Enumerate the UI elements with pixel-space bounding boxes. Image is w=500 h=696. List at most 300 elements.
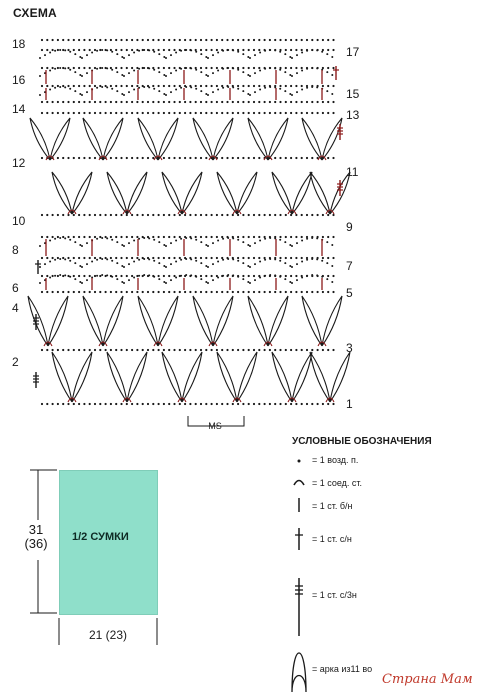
arch-dot <box>190 274 192 276</box>
arch-dot <box>86 263 88 265</box>
chain-dot <box>269 403 271 405</box>
chain-dot <box>99 85 101 87</box>
chain-dot <box>67 101 69 103</box>
chain-dot <box>295 257 297 259</box>
chain-dot <box>126 85 128 87</box>
arch-dot <box>180 68 182 70</box>
chain-dot <box>248 214 250 216</box>
chain-dot <box>232 112 234 114</box>
arch-dot <box>185 237 187 239</box>
chain-dot <box>52 67 54 69</box>
arch-dot <box>148 86 150 88</box>
chain-dot <box>327 349 329 351</box>
chain-dot <box>274 101 276 103</box>
arch-dot <box>111 239 113 241</box>
chain-dot <box>152 236 154 238</box>
chain-dot <box>285 49 287 51</box>
row-number-left: 14 <box>12 102 26 116</box>
arch-dot <box>291 282 293 284</box>
arch-dot <box>205 56 207 58</box>
arch-dot <box>227 67 229 69</box>
row-number-left: 12 <box>12 156 26 170</box>
arch-dot <box>237 239 239 241</box>
chain-dot <box>158 275 160 277</box>
chain-dot <box>290 101 292 103</box>
chain-dot <box>242 275 244 277</box>
chain-dot <box>152 39 154 41</box>
chain-dot <box>189 101 191 103</box>
chain-dot <box>120 291 122 293</box>
chain-dot <box>99 275 101 277</box>
chain-dot <box>242 291 244 293</box>
chain-dot <box>237 67 239 69</box>
chain-dot <box>306 349 308 351</box>
chain-dot <box>62 157 64 159</box>
chain-dot <box>253 275 255 277</box>
arch-dot <box>138 275 140 277</box>
chain-dot <box>142 112 144 114</box>
arch-dot <box>79 281 81 283</box>
chain-dot <box>253 49 255 51</box>
arch-dot <box>64 86 66 88</box>
chain-dot <box>67 403 69 405</box>
chain-dot <box>195 236 197 238</box>
arch-dot <box>190 67 192 69</box>
arch-dot <box>143 237 145 239</box>
chain-dot <box>242 39 244 41</box>
petal-loop <box>83 296 103 346</box>
chain-dot <box>99 101 101 103</box>
chain-dot <box>200 236 202 238</box>
chain-dot <box>301 49 303 51</box>
arch-dot <box>180 259 182 261</box>
chain-dot <box>110 257 112 259</box>
arch-dot <box>279 69 281 71</box>
arch-dot <box>247 281 249 283</box>
chain-dot <box>211 236 213 238</box>
arch-dot <box>222 238 224 240</box>
chain-dot <box>285 67 287 69</box>
chain-dot <box>115 257 117 259</box>
chain-dot <box>41 291 43 293</box>
petal-loop <box>310 172 330 214</box>
chain-dot <box>83 101 85 103</box>
chain-dot <box>158 67 160 69</box>
chain-dot <box>110 85 112 87</box>
arch-dot <box>163 56 165 58</box>
chain-dot <box>322 291 324 293</box>
arch-dot <box>86 242 88 244</box>
chain-dot <box>253 112 255 114</box>
chain-dot <box>46 49 48 51</box>
chain-dot <box>253 257 255 259</box>
chain-dot <box>184 112 186 114</box>
chain-dot <box>290 349 292 351</box>
arch-dot <box>207 245 209 247</box>
chain-dot <box>306 101 308 103</box>
chain-dot <box>242 403 244 405</box>
chain-dot <box>126 101 128 103</box>
chain-dot <box>301 67 303 69</box>
chain-dot <box>94 39 96 41</box>
arch-dot <box>190 258 192 260</box>
chain-dot <box>136 214 138 216</box>
arch-dot <box>289 74 291 76</box>
chain-dot <box>226 39 228 41</box>
arch-dot <box>195 276 197 278</box>
chain-dot <box>57 214 59 216</box>
chain-dot <box>179 349 181 351</box>
chain-dot <box>216 291 218 293</box>
chain-dot <box>301 85 303 87</box>
chain-dot <box>78 257 80 259</box>
chain-dot <box>46 67 48 69</box>
chain-dot <box>142 157 144 159</box>
arch-dot <box>212 72 214 74</box>
arch-dot <box>86 54 88 56</box>
arch-dot <box>116 278 118 280</box>
chain-dot <box>285 349 287 351</box>
chain-dot <box>285 157 287 159</box>
arch-dot <box>153 69 155 71</box>
chain-dot <box>279 157 281 159</box>
chain-dot <box>168 112 170 114</box>
arch-dot <box>200 90 202 92</box>
chain-dot <box>52 257 54 259</box>
arch-dot <box>59 86 61 88</box>
arch-dot <box>158 90 160 92</box>
arch-dot <box>237 69 239 71</box>
arch-dot <box>116 53 118 55</box>
chain-dot <box>120 157 122 159</box>
chain-dot <box>179 85 181 87</box>
chain-dot <box>295 275 297 277</box>
chain-dot <box>67 157 69 159</box>
chain-dot <box>46 403 48 405</box>
arch-dot <box>49 52 51 54</box>
arch-dot <box>81 94 83 96</box>
chain-dot <box>274 291 276 293</box>
chain-dot <box>248 157 250 159</box>
chain-dot <box>242 101 244 103</box>
chain-dot <box>232 349 234 351</box>
chain-dot <box>274 157 276 159</box>
chain-dot <box>120 275 122 277</box>
chain-dot <box>168 257 170 259</box>
petal-loop <box>50 118 70 160</box>
chain-dot <box>73 67 75 69</box>
arch-dot <box>205 244 207 246</box>
chain-dot <box>200 275 202 277</box>
chain-dot <box>152 403 154 405</box>
arch-dot <box>205 74 207 76</box>
chain-dot <box>131 112 133 114</box>
arch-dot <box>296 279 298 281</box>
chain-dot <box>94 291 96 293</box>
chain-dot <box>173 257 175 259</box>
chain-dot <box>46 214 48 216</box>
chain-dot <box>332 85 334 87</box>
arch-dot <box>316 49 318 51</box>
petal-loop <box>162 172 182 214</box>
chain-dot <box>147 291 149 293</box>
arch-dot <box>39 282 41 284</box>
arch-dot <box>54 68 56 70</box>
chain-dot <box>62 101 64 103</box>
arch-dot <box>331 56 333 58</box>
chain-dot <box>221 257 223 259</box>
arch-dot <box>217 89 219 91</box>
chain-dot <box>126 275 128 277</box>
arch-dot <box>163 74 165 76</box>
petal-loop <box>217 172 237 214</box>
arch-dot <box>148 237 150 239</box>
chain-dot <box>327 157 329 159</box>
chain-dot <box>52 112 54 114</box>
arch-dot <box>207 94 209 96</box>
chain-dot <box>110 214 112 216</box>
arch-dot <box>59 49 61 51</box>
chain-dot <box>285 257 287 259</box>
chain-dot <box>136 403 138 405</box>
chain-dot <box>115 112 117 114</box>
chain-dot <box>136 112 138 114</box>
arch-dot <box>242 241 244 243</box>
petal-loop <box>182 352 202 402</box>
chain-dot <box>205 349 207 351</box>
arch-dot <box>81 75 83 77</box>
chain-dot <box>279 349 281 351</box>
chain-dot <box>83 214 85 216</box>
chain-dot <box>78 85 80 87</box>
chain-dot <box>317 403 319 405</box>
arch-dot <box>269 67 271 69</box>
arch-dot <box>106 274 108 276</box>
chain-dot <box>285 275 287 277</box>
chain-dot <box>306 157 308 159</box>
arch-dot <box>247 244 249 246</box>
chain-dot <box>290 291 292 293</box>
chain-dot <box>158 236 160 238</box>
chain-dot <box>110 39 112 41</box>
chain-dot <box>62 403 64 405</box>
arch-dot <box>148 67 150 69</box>
chain-dot <box>285 112 287 114</box>
arch-dot <box>185 49 187 51</box>
chain-dot <box>184 39 186 41</box>
arch-dot <box>165 57 167 59</box>
chain-dot <box>110 236 112 238</box>
arch-dot <box>242 71 244 73</box>
chain-dot <box>258 49 260 51</box>
arch-dot <box>222 50 224 52</box>
chain-dot <box>242 67 244 69</box>
arch-dot <box>326 278 328 280</box>
chain-dot <box>126 112 128 114</box>
arch-dot <box>81 57 83 59</box>
chain-dot <box>226 214 228 216</box>
arch-dot <box>316 237 318 239</box>
arch-dot <box>59 67 61 69</box>
petal-loop <box>48 296 68 346</box>
arch-dot <box>128 263 130 265</box>
chain-dot <box>126 291 128 293</box>
chain-dot <box>179 157 181 159</box>
petal-loop <box>138 296 158 346</box>
chain-dot <box>131 236 133 238</box>
chain-dot <box>248 39 250 41</box>
chain-dot <box>226 112 228 114</box>
chain-dot <box>237 112 239 114</box>
chain-dot <box>120 85 122 87</box>
petal-loop <box>268 296 288 346</box>
arch-dot <box>259 240 261 242</box>
arch-dot <box>316 274 318 276</box>
chain-dot <box>264 291 266 293</box>
arch-dot <box>158 53 160 55</box>
chain-dot <box>126 157 128 159</box>
chain-dot <box>110 403 112 405</box>
chain-dot <box>189 214 191 216</box>
chain-dot <box>99 214 101 216</box>
chain-dot <box>221 101 223 103</box>
arch-dot <box>101 258 103 260</box>
chain-dot <box>115 101 117 103</box>
arch-dot <box>200 53 202 55</box>
petal-loop <box>72 352 92 402</box>
arch-dot <box>232 86 234 88</box>
chain-dot <box>89 291 91 293</box>
arch-dot <box>279 88 281 90</box>
chain-dot <box>131 214 133 216</box>
arch-dot <box>269 86 271 88</box>
chain-dot <box>179 403 181 405</box>
chain-dot <box>142 214 144 216</box>
chain-dot <box>306 257 308 259</box>
chain-dot <box>279 214 281 216</box>
arch-dot <box>64 49 66 51</box>
chain-dot <box>147 349 149 351</box>
chain-dot <box>163 112 165 114</box>
chain-dot <box>173 85 175 87</box>
chain-dot <box>184 214 186 216</box>
chain-dot <box>105 403 107 405</box>
chain-dot <box>327 275 329 277</box>
chain-dot <box>173 39 175 41</box>
chain-dot <box>264 85 266 87</box>
chain-dot <box>52 39 54 41</box>
chain-dot <box>110 112 112 114</box>
chain-dot <box>89 214 91 216</box>
petal-loop <box>292 352 312 402</box>
arch-dot <box>170 91 172 93</box>
chain-dot <box>52 236 54 238</box>
chain-dot <box>205 157 207 159</box>
chain-dot <box>179 236 181 238</box>
arch-dot <box>321 51 323 53</box>
chain-dot <box>163 39 165 41</box>
chain-dot <box>52 49 54 51</box>
chain-dot <box>211 349 213 351</box>
arch-dot <box>264 87 266 89</box>
arch-dot <box>59 237 61 239</box>
chain-dot <box>301 403 303 405</box>
chain-dot <box>189 291 191 293</box>
arch-dot <box>69 260 71 262</box>
chain-dot <box>83 39 85 41</box>
chain-dot <box>163 403 165 405</box>
chain-dot <box>301 257 303 259</box>
chain-dot <box>248 49 250 51</box>
chain-dot <box>142 349 144 351</box>
arch-dot <box>289 93 291 95</box>
chain-dot <box>46 39 48 41</box>
chain-dot <box>221 214 223 216</box>
chain-dot <box>57 85 59 87</box>
chain-dot <box>248 112 250 114</box>
chain-dot <box>290 49 292 51</box>
chain-dot <box>285 85 287 87</box>
chain-dot <box>248 403 250 405</box>
chain-dot <box>322 257 324 259</box>
chain-dot <box>62 236 64 238</box>
chain-dot <box>253 349 255 351</box>
arch-dot <box>284 262 286 264</box>
chain-dot <box>232 214 234 216</box>
arch-dot <box>175 89 177 91</box>
chain-dot <box>258 67 260 69</box>
arch-dot <box>96 68 98 70</box>
petal-loop <box>302 118 322 160</box>
chain-dot <box>126 39 128 41</box>
chain-dot <box>73 403 75 405</box>
chain-dot <box>237 49 239 51</box>
arch-dot <box>133 277 135 279</box>
arch-dot <box>143 258 145 260</box>
chain-dot <box>115 214 117 216</box>
chain-dot <box>78 291 80 293</box>
chain-dot <box>73 39 75 41</box>
arch-dot <box>326 71 328 73</box>
arch-dot <box>279 276 281 278</box>
arch-dot <box>222 68 224 70</box>
arch-dot <box>284 53 286 55</box>
petal-loop <box>52 352 72 402</box>
arch-dot <box>311 258 313 260</box>
chain-dot <box>211 85 213 87</box>
chain-dot <box>173 236 175 238</box>
chain-dot <box>120 214 122 216</box>
chain-dot <box>83 275 85 277</box>
row-number-left: 2 <box>12 355 19 369</box>
arch-dot <box>289 281 291 283</box>
chain-dot <box>200 349 202 351</box>
chain-dot <box>237 291 239 293</box>
row-number-right: 1 <box>346 397 353 411</box>
chain-dot <box>317 39 319 41</box>
chain-dot <box>232 157 234 159</box>
chain-dot <box>99 112 101 114</box>
chain-dot <box>158 257 160 259</box>
chain-dot <box>120 112 122 114</box>
petal-loop <box>193 296 213 346</box>
arch-dot <box>128 242 130 244</box>
arch-dot <box>180 238 182 240</box>
chain-dot <box>290 403 292 405</box>
chain-dot <box>41 214 43 216</box>
chain-dot <box>136 101 138 103</box>
chain-dot <box>322 49 324 51</box>
